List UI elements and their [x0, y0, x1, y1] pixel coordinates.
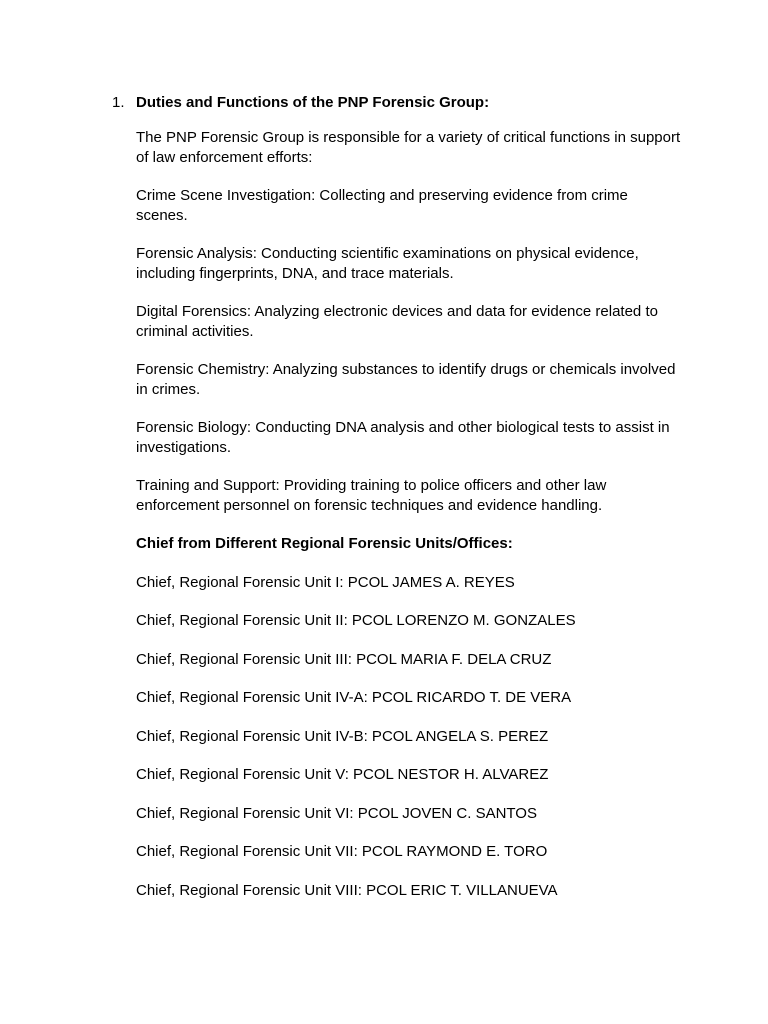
chief-unit-ii: Chief, Regional Forensic Unit II: PCOL LORENZO M. GONZALES — [136, 612, 576, 629]
chief-unit-viii: Chief, Regional Forensic Unit VIII: PCOL ERIC T. VILLANUEVA — [136, 881, 558, 899]
chief-unit-vii: Chief, Regional Forensic Unit VII: PCOL RAYMOND E. TORO — [136, 843, 548, 860]
function-crime-scene-investigation: Crime Scene Investigation: Collecting and preserving evidence from crime scenes. — [136, 187, 628, 224]
function-training-and-support: Training and Support: Providing training to police officers and other law enforcement personnel on forensic techniques and evidence handling. — [136, 477, 607, 514]
chief-unit-iv-b: Chief, Regional Forensic Unit IV-B: PCOL ANGELA S. PEREZ — [136, 727, 549, 745]
function-forensic-chemistry: Forensic Chemistry: Analyzing substances to identify drugs or chemicals involved in crimes. — [136, 361, 676, 398]
section-content — [136, 128, 681, 919]
section-heading-row — [112, 93, 672, 113]
chiefs-list — [136, 573, 681, 901]
chiefs-heading: Chief from Different Regional Forensic Units/Offices: — [136, 535, 513, 552]
chief-unit-iv-a: Chief, Regional Forensic Unit IV-A: PCOL RICARDO T. DE VERA — [136, 689, 572, 706]
function-digital-forensics: Digital Forensics: Analyzing electronic devices and data for evidence related to criminal activities. — [136, 303, 658, 340]
function-forensic-analysis: Forensic Analysis: Conducting scientific examinations on physical evidence, including fingerprints, DNA, and trace materials. — [136, 245, 639, 282]
intro-paragraph: The PNP Forensic Group is responsible for a variety of critical functions in support of law enforcement efforts: — [136, 129, 681, 166]
chief-unit-iii: Chief, Regional Forensic Unit III: PCOL MARIA F. DELA CRUZ — [136, 650, 552, 668]
list-number: 1. — [112, 94, 125, 111]
chief-unit-vi: Chief, Regional Forensic Unit VI: PCOL JOVEN C. SANTOS — [136, 804, 537, 822]
section-heading: Duties and Functions of the PNP Forensic Group: — [136, 94, 490, 111]
chief-unit-i: Chief, Regional Forensic Unit I: PCOL JAMES A. REYES — [136, 573, 515, 591]
chief-unit-v: Chief, Regional Forensic Unit V: PCOL NESTOR H. ALVAREZ — [136, 766, 549, 783]
function-forensic-biology: Forensic Biology: Conducting DNA analysis and other biological tests to assist in investigations. — [136, 419, 670, 456]
